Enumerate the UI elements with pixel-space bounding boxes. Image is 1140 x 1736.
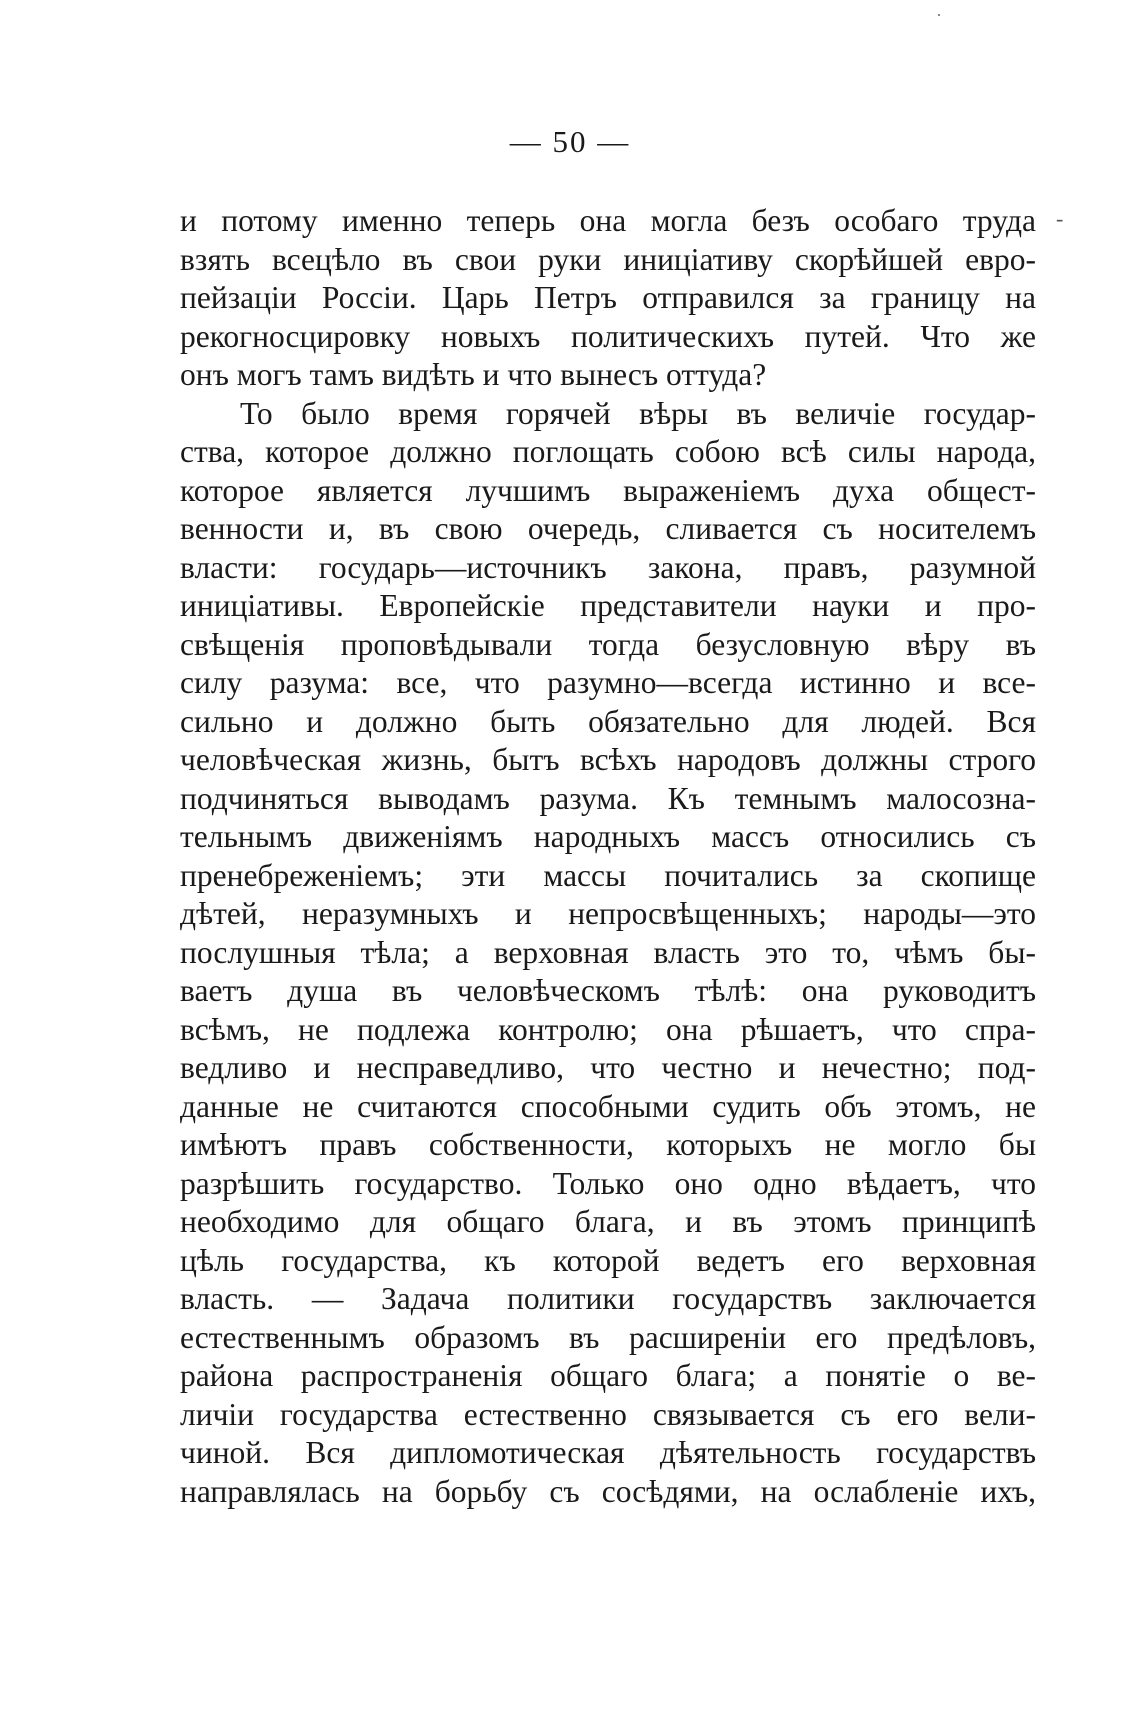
text-line: послушныя тѣла; а верховная власть это то, чѣмъ бы- <box>180 934 1036 970</box>
text-line: и потому именно теперь она могла безъ особаго труда <box>180 203 1036 238</box>
text-line: разрѣшить государство. Только оно одно вѣдаетъ, что <box>180 1165 1036 1201</box>
text-line: направлялась на борьбу съ сосѣдями, на ослабленіе ихъ, <box>180 1473 1036 1509</box>
text-line: необходимо для общаго блага, и въ этомъ принципѣ <box>180 1204 1036 1239</box>
scan-speck <box>938 14 940 16</box>
text-line: всѣмъ, не подлежа контролю; она рѣшаетъ, что спра- <box>180 1011 1036 1047</box>
text-line: власти: государь—источникъ закона, правъ, разумной <box>180 549 1036 585</box>
text-line: естественнымъ образомъ въ расширеніи его предѣловъ, <box>180 1319 1036 1355</box>
text-line: сильно и должно быть обязательно для людей. Вся <box>180 703 1036 739</box>
text-line: ства, которое должно поглощать собою всѣ силы народа, <box>180 434 1036 469</box>
margin-mark: - <box>1056 206 1064 231</box>
text-line: пренебреженіемъ; эти массы почитались за скопище <box>180 857 1036 893</box>
text-line: рекогносцировку новыхъ политическихъ путей. Что же <box>180 318 1036 354</box>
text-line: венности и, въ свою очередь, сливается съ носителемъ <box>180 511 1036 546</box>
text-line: подчиняться выводамъ разума. Къ темнымъ малосозна- <box>180 780 1036 816</box>
text-line: человѣческая жизнь, бытъ всѣхъ народовъ должны строго <box>180 742 1036 777</box>
text-line: чиной. Вся дипломотическая дѣятельность государствъ <box>180 1435 1036 1470</box>
text-line: иниціативы. Европейскіе представители науки и про- <box>180 588 1036 623</box>
text-line: личіи государства естественно связывается съ его вели- <box>180 1396 1036 1432</box>
text-line: силу разума: все, что разумно—всегда истинно и все- <box>180 665 1036 700</box>
text-line: власть. — Задача политики государствъ заключается <box>180 1281 1036 1316</box>
text-line: онъ могъ тамъ видѣть и что вынесъ оттуда? <box>180 357 767 392</box>
text-line: пейзаціи Россіи. Царь Петръ отправился за границу на <box>180 280 1036 315</box>
page-number: — 50 — <box>509 124 631 159</box>
text-line: которое является лучшимъ выраженіемъ духа общест- <box>180 472 1036 508</box>
text-line: ведливо и несправедливо, что честно и нечестно; под- <box>180 1050 1036 1085</box>
text-line: То было время горячей вѣры въ величіе государ- <box>240 395 1036 431</box>
text-line: тельнымъ движеніямъ народныхъ массъ относились съ <box>180 819 1036 854</box>
body-text <box>180 202 1036 1511</box>
text-line: района распространенія общаго блага; а понятіе о ве- <box>180 1358 1036 1393</box>
text-line: цѣль государства, къ которой ведетъ его верховная <box>180 1242 1036 1278</box>
text-line: ваетъ душа въ человѣческомъ тѣлѣ: она руководитъ <box>180 973 1036 1008</box>
text-line: дѣтей, неразумныхъ и непросвѣщенныхъ; народы—это <box>180 896 1036 931</box>
text-line: имѣютъ правъ собственности, которыхъ не могло бы <box>180 1127 1036 1162</box>
text-line: данные не считаются способными судить объ этомъ, не <box>180 1088 1036 1124</box>
text-line: свѣщенія проповѣдывали тогда безусловную вѣру въ <box>180 626 1036 662</box>
text-line: взять всецѣло въ свои руки иниціативу скорѣйшей евро- <box>180 241 1036 277</box>
